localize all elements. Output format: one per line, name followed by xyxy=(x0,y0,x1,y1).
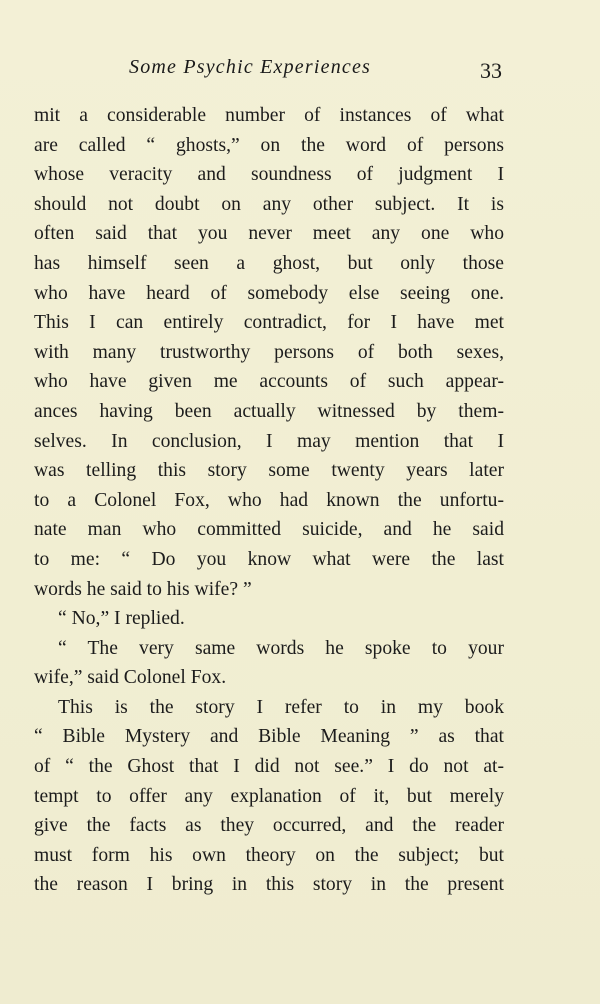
text-line: nate man who committed suicide, and he said xyxy=(34,519,504,541)
text-line: has himself seen a ghost, but only those xyxy=(34,252,504,274)
text-line: selves. In conclusion, I may mention that I xyxy=(34,430,504,452)
text-line: to a Colonel Fox, who had known the unfortu- xyxy=(34,489,504,511)
text-line: often said that you never meet any one who xyxy=(34,223,504,245)
text-line: the reason I bring in this story in the present xyxy=(34,874,504,896)
text-line: of “ the Ghost that I did not see.” I do not at- xyxy=(34,756,504,778)
text-line: This I can entirely contradict, for I have met xyxy=(34,312,504,334)
page-number: 33 xyxy=(480,58,502,83)
text-line: was telling this story some twenty years later xyxy=(34,460,504,482)
text-line: “ Bible Mystery and Bible Meaning ” as that xyxy=(34,726,504,748)
text-line: This is the story I refer to in my book xyxy=(58,696,504,718)
text-line: wife,” said Colonel Fox. xyxy=(34,667,227,689)
running-title: Some Psychic Experiences xyxy=(129,56,372,78)
text-line: who have given me accounts of such appear- xyxy=(34,371,504,393)
text-line: words he said to his wife? ” xyxy=(34,578,252,600)
text-line: “ No,” I replied. xyxy=(58,608,185,630)
running-head xyxy=(34,56,504,86)
text-line: tempt to offer any explanation of it, but merely xyxy=(34,785,504,807)
text-line: should not doubt on any other subject. It is xyxy=(34,193,504,215)
text-line: to me: “ Do you know what were the last xyxy=(34,548,504,570)
text-line: who have heard of somebody else seeing one. xyxy=(34,282,504,304)
text-line: are called “ ghosts,” on the word of persons xyxy=(34,134,504,156)
body-text xyxy=(34,101,504,900)
text-line: ances having been actually witnessed by them- xyxy=(34,400,504,422)
text-line: give the facts as they occurred, and the reader xyxy=(34,815,504,837)
text-line: mit a considerable number of instances of what xyxy=(34,105,504,126)
text-line: “ The very same words he spoke to your xyxy=(58,637,504,659)
text-line: must form his own theory on the subject; but xyxy=(34,844,504,866)
text-line: with many trustworthy persons of both sexes, xyxy=(34,341,504,363)
text-line: whose veracity and soundness of judgment I xyxy=(34,164,504,186)
